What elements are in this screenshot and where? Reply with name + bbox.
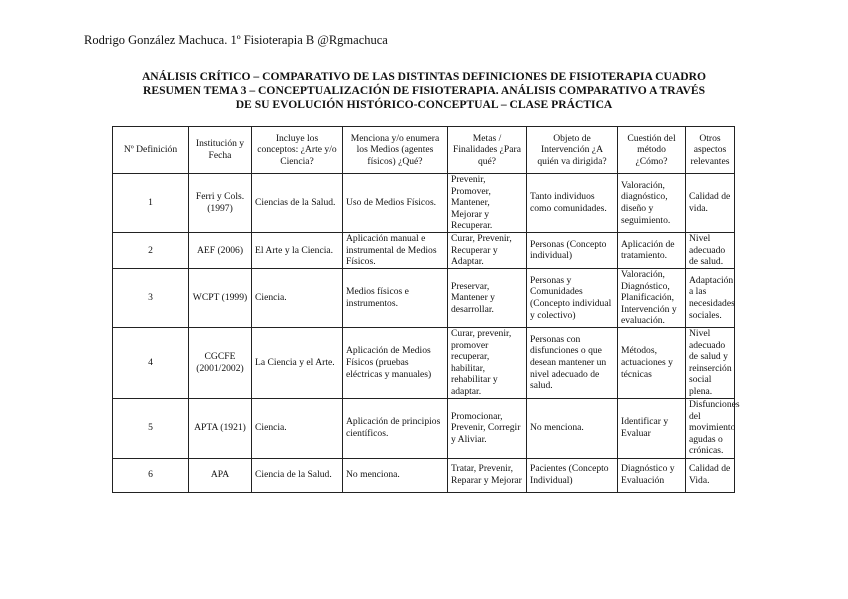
table-cell: Curar, Prevenir, Recuperar y Adaptar. bbox=[448, 232, 527, 268]
header-otros: Otros aspectos relevantes bbox=[686, 127, 735, 174]
table-cell: Tanto individuos como comunidades. bbox=[527, 174, 618, 233]
table-cell: Aplicación de Medios Físicos (pruebas eléctricas y manuales) bbox=[343, 327, 448, 398]
table-cell: No menciona. bbox=[527, 398, 618, 458]
table-cell: Ciencia. bbox=[252, 268, 343, 327]
table-cell: AEF (2006) bbox=[189, 232, 252, 268]
table-cell: La Ciencia y el Arte. bbox=[252, 327, 343, 398]
table-cell: Uso de Medios Físicos. bbox=[343, 174, 448, 233]
table-cell: No menciona. bbox=[343, 458, 448, 492]
table-cell: Promocionar, Prevenir, Corregir y Aliviar. bbox=[448, 398, 527, 458]
table-cell: Tratar, Prevenir, Reparar y Mejorar bbox=[448, 458, 527, 492]
table-cell: Aplicación de tratamiento. bbox=[618, 232, 686, 268]
table-row bbox=[113, 232, 735, 268]
table-row bbox=[113, 327, 735, 398]
document-title bbox=[100, 70, 748, 112]
table-cell: Valoración, diagnóstico, diseño y seguimiento. bbox=[618, 174, 686, 233]
table-cell: Ciencia de la Salud. bbox=[252, 458, 343, 492]
header-metas: Metas / Finalidades ¿Para qué? bbox=[448, 127, 527, 174]
table-cell: Ciencias de la Salud. bbox=[252, 174, 343, 233]
header-objeto: Objeto de Intervención ¿A quién va dirigida? bbox=[527, 127, 618, 174]
table-cell: Personas con disfunciones o que desean mantener un nivel adecuado de salud. bbox=[527, 327, 618, 398]
table-cell: 5 bbox=[113, 398, 189, 458]
table-cell: APA bbox=[189, 458, 252, 492]
table-cell: Adaptación a las necesidades sociales. bbox=[686, 268, 735, 327]
header-numero: Nº Definición bbox=[113, 127, 189, 174]
table-row bbox=[113, 458, 735, 492]
title-line: DE SU EVOLUCIÓN HISTÓRICO-CONCEPTUAL – CLASE PRÁCTICA bbox=[235, 98, 613, 111]
header-medios: Menciona y/o enumera los Medios (agentes físicos) ¿Qué? bbox=[343, 127, 448, 174]
definitions-table bbox=[112, 126, 740, 493]
table-cell: 4 bbox=[113, 327, 189, 398]
table-cell: CGCFE (2001/2002) bbox=[189, 327, 252, 398]
table-cell: Ferri y Cols. (1997) bbox=[189, 174, 252, 233]
table-cell: Personas y Comunidades (Concepto individual y colectivo) bbox=[527, 268, 618, 327]
table-cell: Pacientes (Concepto Individual) bbox=[527, 458, 618, 492]
table-header-row bbox=[113, 127, 735, 174]
table-cell: 6 bbox=[113, 458, 189, 492]
table-cell: Valoración, Diagnóstico, Planificación, Intervención y evaluación. bbox=[618, 268, 686, 327]
header-conceptos: Incluye los conceptos: ¿Arte y/o Ciencia? bbox=[252, 127, 343, 174]
table-cell: 3 bbox=[113, 268, 189, 327]
table-cell: APTA (1921) bbox=[189, 398, 252, 458]
table-cell: Identificar y Evaluar bbox=[618, 398, 686, 458]
table-cell: Curar, prevenir, promover recuperar, habilitar, rehabilitar y adaptar. bbox=[448, 327, 527, 398]
table-cell: Métodos, actuaciones y técnicas bbox=[618, 327, 686, 398]
table-cell: Personas (Concepto individual) bbox=[527, 232, 618, 268]
table-cell: Prevenir, Promover, Mantener, Mejorar y Recuperar. bbox=[448, 174, 527, 233]
page-header: Rodrigo González Machuca. 1º Fisioterapia B @Rgmachuca bbox=[84, 33, 388, 47]
table-cell: 1 bbox=[113, 174, 189, 233]
table-cell: Ciencia. bbox=[252, 398, 343, 458]
table-cell: Calidad de Vida. bbox=[686, 458, 735, 492]
table-cell: Aplicación de principios científicos. bbox=[343, 398, 448, 458]
table-cell: Nivel adecuado de salud. bbox=[686, 232, 735, 268]
table-row bbox=[113, 268, 735, 327]
table-cell: 2 bbox=[113, 232, 189, 268]
table-row bbox=[113, 174, 735, 233]
table-cell: Nivel adecuado de salud y reinserción social plena. bbox=[686, 327, 735, 398]
table-cell: Calidad de vida. bbox=[686, 174, 735, 233]
table-cell: Disfunciones del movimiento agudas o crónicas. bbox=[686, 398, 735, 458]
header-metodo: Cuestión del método ¿Cómo? bbox=[618, 127, 686, 174]
table-row bbox=[113, 398, 735, 458]
table-cell: El Arte y la Ciencia. bbox=[252, 232, 343, 268]
title-line: RESUMEN TEMA 3 – CONCEPTUALIZACIÓN DE FISIOTERAPIA. ANÁLISIS COMPARATIVO A TRAVÉS bbox=[142, 84, 706, 97]
table-cell: Aplicación manual e instrumental de Medios Físicos. bbox=[343, 232, 448, 268]
table-cell: Diagnóstico y Evaluación bbox=[618, 458, 686, 492]
table-cell: WCPT (1999) bbox=[189, 268, 252, 327]
title-line: ANÁLISIS CRÍTICO – COMPARATIVO DE LAS DISTINTAS DEFINICIONES DE FISIOTERAPIA CUADRO bbox=[141, 70, 707, 83]
table-cell: Preservar, Mantener y desarrollar. bbox=[448, 268, 527, 327]
table-cell: Medios físicos e instrumentos. bbox=[343, 268, 448, 327]
header-institucion: Institución y Fecha bbox=[189, 127, 252, 174]
